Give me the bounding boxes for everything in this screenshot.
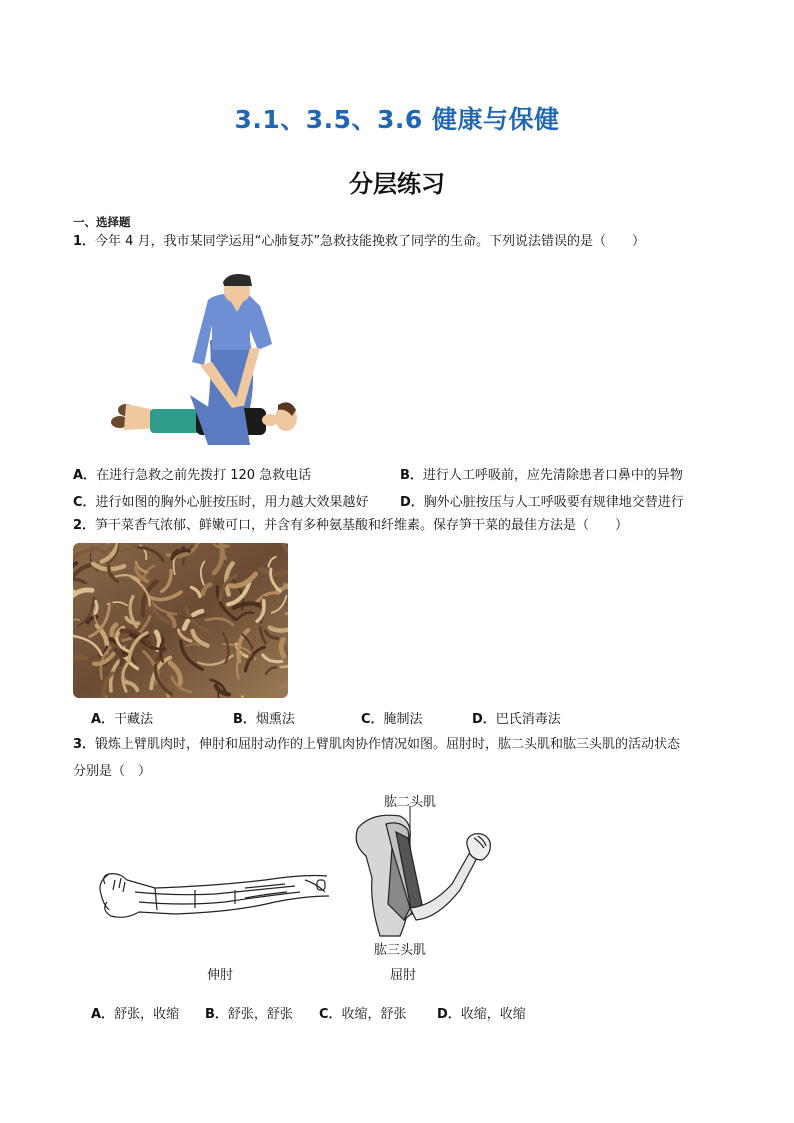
triceps-label: 肱三头肌 xyxy=(374,943,427,958)
question-2 xyxy=(73,516,628,536)
question-1 xyxy=(73,232,645,252)
dried-bamboo-photo xyxy=(73,543,288,698)
option-1a[interactable]: A．在进行急救之前先拨打 120 急救电话 xyxy=(73,468,312,483)
option-1b[interactable]: B．进行人工呼吸前，应先清除患者口鼻中的异物 xyxy=(400,468,683,483)
biceps-leader-line xyxy=(408,806,412,836)
question-text: 笋干菜香气浓郁、鲜嫩可口，并含有多种氨基酸和纤维素。保存笋干菜的最佳方法是（ ） xyxy=(95,518,629,533)
page-subtitle: 分层练习 xyxy=(349,169,445,198)
question-3-continued: 分别是（ ） xyxy=(73,764,152,779)
cpr-illustration xyxy=(100,270,300,445)
question-number: 3． xyxy=(73,737,96,752)
question-text: 今年 4 月，我市某同学运用“心肺复苏”急救技能挽救了同学的生命。下列说法错误的是（ ） xyxy=(95,234,646,249)
option-3a[interactable]: A．舒张，收缩 xyxy=(91,1007,180,1022)
extend-caption: 伸肘 xyxy=(207,968,234,983)
page-title: 3.1、3.5、3.6 健康与保健 xyxy=(234,105,560,134)
section-heading: 一、选择题 xyxy=(73,215,131,229)
question-3 xyxy=(73,735,680,755)
flexed-arm-illustration xyxy=(352,808,502,940)
biceps-label: 肱二头肌 xyxy=(384,795,437,810)
option-1c[interactable]: C．进行如图的胸外心脏按压时，用力越大效果越好 xyxy=(73,495,369,510)
option-3c[interactable]: C．收缩，舒张 xyxy=(319,1007,407,1022)
option-2d[interactable]: D．巴氏消毒法 xyxy=(472,712,561,727)
option-3b[interactable]: B．舒张，舒张 xyxy=(205,1007,293,1022)
extended-arm-illustration xyxy=(95,862,335,942)
flex-caption: 屈肘 xyxy=(390,968,417,983)
option-3d[interactable]: D．收缩，收缩 xyxy=(437,1007,526,1022)
option-1d[interactable]: D．胸外心脏按压与人工呼吸要有规律地交替进行 xyxy=(400,495,684,510)
question-number: 1． xyxy=(73,234,96,249)
question-number: 2． xyxy=(73,518,96,533)
bamboo-strip xyxy=(281,640,283,657)
option-2b[interactable]: B．烟熏法 xyxy=(233,712,295,727)
option-2a[interactable]: A．干藏法 xyxy=(91,712,154,727)
question-text: 锻炼上臂肌肉时，伸肘和屈肘动作的上臂肌肉协作情况如图。屈肘时，肱二头肌和肱三头肌的活动状态 xyxy=(95,737,681,752)
option-2c[interactable]: C．腌制法 xyxy=(361,712,423,727)
